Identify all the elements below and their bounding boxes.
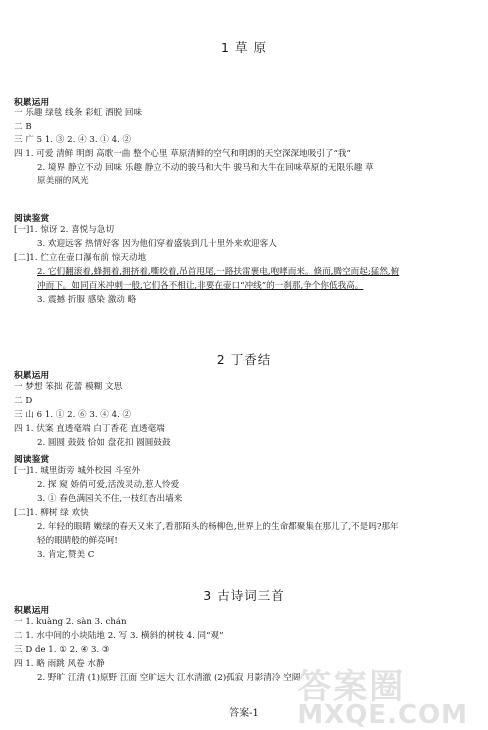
answer-line: 三 广 5 1. ③ 2. ④ 3. ① 4. ② [14, 135, 132, 145]
answer-line: 原美丽的风光 [37, 176, 89, 186]
answer-line: [二]1. 柳树 绿 欢快 [14, 508, 89, 518]
watermark-logo [297, 667, 468, 730]
underlined-answer: 冲而下。如同百米冲刺一般,它们各不相让,非要在壶口“冲线”的一刹那,争个你低我高。 [37, 281, 364, 291]
answer-line: 2. 探 窥 娇俏可爱,活泼灵动,惹人怜爱 [37, 480, 180, 490]
answer-line: 2. 野旷 江清 (1)原野 江面 空旷远大 江水清澈 (2)孤寂 月影清冷 空阔 [37, 673, 301, 683]
section-title-1: 1 草 原 [221, 40, 267, 55]
answer-line: 三 D de 1. ① 2. ④ 3. ③ [14, 645, 110, 655]
watermark-url: MXQE.COM [297, 700, 468, 730]
subheading-reading: 阅读鉴赏 [14, 214, 50, 224]
section-title-2: 2 丁香结 [216, 352, 272, 367]
answer-line: 2. 年轻的眼睛 嫩绿的春天又来了,看那陌头的杨柳色,世界上的生命都聚集在那儿了,不是吗?那年 [37, 522, 399, 532]
subheading-accumulate: 积累运用 [14, 371, 50, 381]
answer-line: [一]1. 惊讶 2. 喜悦与急切 [14, 225, 115, 235]
answer-line: 3. 肯定,赞美 C [37, 550, 95, 560]
answer-line: [一]1. 城里街旁 城外校园 斗室外 [14, 466, 141, 476]
page-footer: 答案-1 [229, 708, 259, 719]
answer-line: 二 B [14, 122, 32, 132]
answer-line: 一 梦想 笨拙 花蕾 模糊 文思 [14, 382, 123, 392]
answer-line: 一 乐趣 绿毯 线条 彩虹 洒脱 回味 [14, 108, 143, 118]
answer-line: 3. ① 春色满园关不住,一枝红杏出墙来 [37, 494, 183, 504]
subheading-reading: 阅读鉴赏 [14, 455, 50, 465]
subheading-accumulate: 积累运用 [14, 606, 50, 616]
underlined-answer: 2. 它们翻滚着,蜂拥着,拥挤着,嘶咬着,吊首甩尾,一路扶雷裹电,咆哮而来。倏而,腾空而起;猛然,俯 [37, 267, 400, 277]
answer-line: 3. 震撼 折服 感染 激动 略 [37, 295, 137, 305]
answer-line: 2. 圆圆 鼓鼓 恰如 盘花扣 圆圆鼓鼓 [37, 438, 171, 448]
answer-line: 2. 境界 静立不动 回味 乐趣 静立不动的骏马和大牛 骏马和大牛在回味草原的无限乐趣 草 [37, 163, 374, 173]
answer-line: 3. 欢迎远客 热情好客 因为他们穿着盛装到几十里外来欢迎客人 [37, 239, 277, 249]
answer-line: 一 1. kuàng 2. sàn 3. chán [14, 617, 127, 627]
answer-line: 四 1. 略 雨跳 风卷 水静 [14, 659, 105, 669]
answer-line: 四 1. 伏案 直透毫端 白丁香花 直透毫端 [14, 424, 165, 434]
answer-line: 三 山 6 1. ① 2. ⑥ 3. ④ 4. ② [14, 410, 132, 420]
answer-line: 四 1. 可爱 清鲜 明朗 高歌一曲 整个心里 草原清鲜的空气和明朗的天空深深地吸引了“我” [14, 149, 351, 159]
answer-line: [二]1. 伫立在壶口瀑布前 惊天动地 [14, 253, 147, 263]
watermark-text: 答案圈 [297, 667, 406, 707]
answer-line: 二 D [14, 396, 33, 406]
subheading-accumulate: 积累运用 [14, 98, 50, 108]
section-title-3: 3 古诗词三首 [203, 588, 285, 603]
answer-line: 二 1. 水中间的小块陆地 2. 写 3. 横斜的树枝 4. 同“观” [14, 631, 224, 641]
answer-line: 轻的眼睛般的鲜亮呵! [37, 536, 118, 546]
